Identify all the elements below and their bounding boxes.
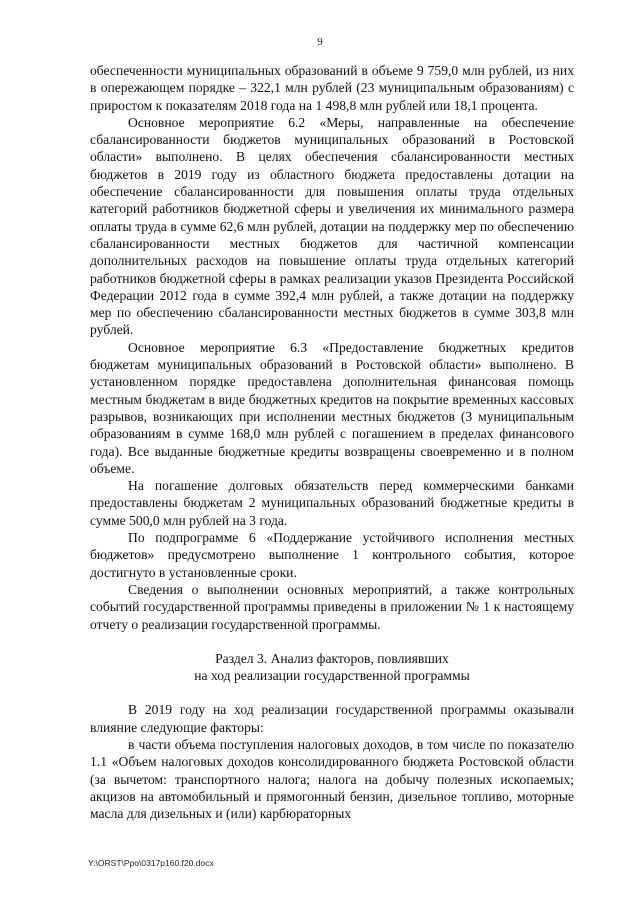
section-heading xyxy=(90,650,574,685)
paragraph-measure-6-2: Основное мероприятие 6.2 «Меры, направленные на обеспечение сбалансированности бюджетов муниципальных образований в Ростовской области» выполнено. В целях обеспечения сбалансированности местных бюджетов в 2019 году из областного бюджета предоставлены дотации на обеспечение сбалансированности для повышения оплаты труда отдельных категорий работников бюджетной сферы и увеличения их минимального размера оплаты труда в сумме 62,6 млн рублей, дотации на поддержку мер по обеспечению сбалансированности местных бюджетов для частичной компенсации дополнительных расходов на повышение оплаты труда отдельных категорий работников бюджетной сферы в рамках реализации указов Президента Российской Федерации 2012 года в сумме 392,4 млн рублей, а также дотации на поддержку мер по обеспечению сбалансированности местных бюджетов в сумме 303,8 млн рублей. xyxy=(90,114,574,338)
document-body xyxy=(90,62,574,822)
paragraph-appendix-reference: Сведения о выполнении основных мероприятий, а также контрольных событий государственной программы приведены в приложении № 1 к настоящему отчету о реализации государственной программы. xyxy=(90,581,574,632)
page-number: 9 xyxy=(317,36,323,48)
paragraph-debt-repayment: На погашение долговых обязательств перед коммерческими банками предоставлены бюджетам 2 муниципальных образований бюджетные кредиты в сумме 500,0 млн рублей на 3 года. xyxy=(90,478,574,528)
paragraph-continuation: обеспеченности муниципальных образований в объеме 9 759,0 млн рублей, из них в опережающем порядке – 322,1 млн рублей (23 муниципальным образованиям) с приростом к показателям 2018 года на 1 498,8 млн рублей или 18,1 процента. xyxy=(90,63,574,113)
paragraph-measure-6-3: Основное мероприятие 6.3 «Предоставление бюджетных кредитов бюджетам муниципальных образований в Ростовской области» выполнено. В установленном порядке предоставлена дополнительная финансовая помощь местным бюджетам в виде бюджетных кредитов на покрытие временных кассовых разрывов, возникающих при исполнении местных бюджетов (3 муниципальным образованиям в сумме 168,0 млн рублей с погашением в пределах финансового года). Все выданные бюджетные кредиты возвращены своевременно и в полном объеме. xyxy=(90,339,574,476)
footer-file-path: Y:\ORST\Ppo\0317p160.f20.docx xyxy=(88,858,214,868)
section-heading-line-1: Раздел 3. Анализ факторов, повлиявших xyxy=(215,650,449,666)
paragraph-subprogram-6: По подпрограмме 6 «Поддержание устойчивого исполнения местных бюджетов» предусмотрено выполнение 1 контрольного события, которое достигнуто в установленные сроки. xyxy=(90,530,574,580)
section-heading-line-2: на ход реализации государственной программы xyxy=(194,668,470,684)
paragraph-factors-intro: В 2019 году на ход реализации государственной программы оказывали влияние следующие факторы: xyxy=(90,702,574,735)
paragraph-tax-revenue: в части объема поступления налоговых доходов, в том числе по показателю 1.1 «Объем налоговых доходов консолидированного бюджета Ростовской области (за вычетом: транспортного налога; налога на добычу полезных ископаемых; акцизов на автомобильный и прямогонный бензин, дизельное топливо, моторные масла для дизельных и (или) карбюраторных xyxy=(90,736,574,822)
